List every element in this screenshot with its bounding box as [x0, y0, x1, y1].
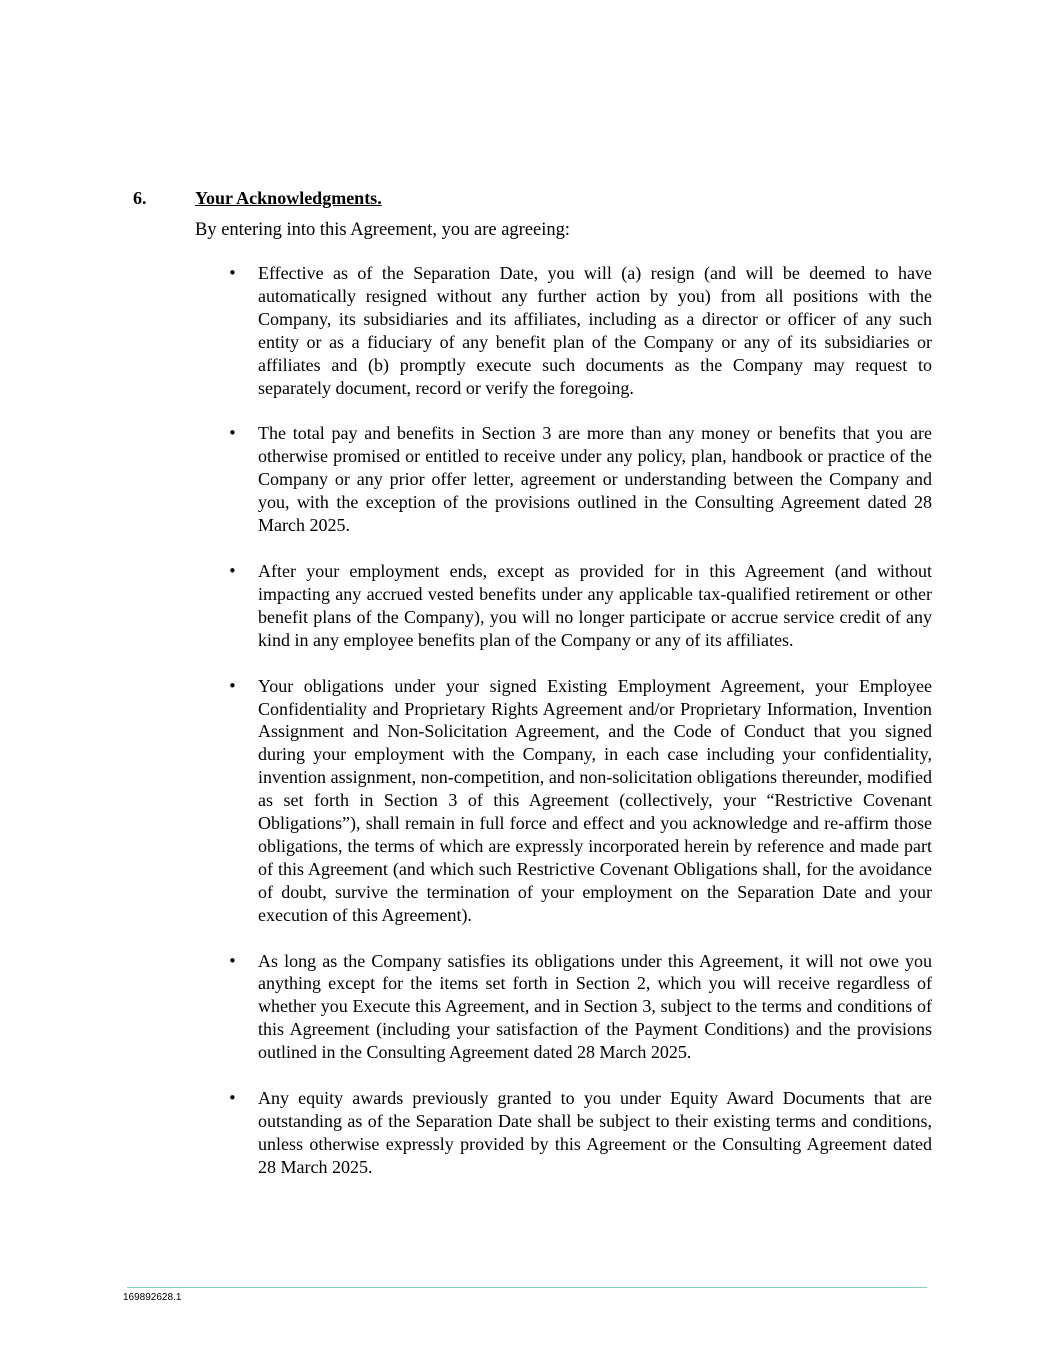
- bullet-icon: •: [228, 561, 237, 580]
- bullet-icon: •: [228, 1089, 237, 1108]
- bullet-icon: •: [228, 951, 237, 970]
- section-number: 6.: [133, 188, 147, 208]
- list-item: [228, 1087, 932, 1179]
- list-item: [228, 422, 932, 537]
- list-item-text: Any equity awards previously granted to you under Equity Award Documents that are outstanding as of the Separation Date shall be subject to their existing terms and conditions, unless otherwise expressly provided by this Agreement or the Consulting Agreement dated 28 March 2025.: [258, 1088, 932, 1177]
- list-item-text: As long as the Company satisfies its obligations under this Agreement, it will not owe you anything except for the items set forth in Section 2, which you will receive regardless of whether you Execute this Agreement, and in Section 3, subject to the terms and conditions of this Agreement (including your satisfaction of the Payment Conditions) and the provisions outlined in the Consulting Agreement dated 28 March 2025.: [258, 950, 932, 1063]
- intro-paragraph: By entering into this Agreement, you are agreeing:: [195, 220, 571, 240]
- acknowledgment-list: [228, 262, 932, 1202]
- list-item-text: Effective as of the Separation Date, you will (a) resign (and will be deemed to have automatically resigned without any further action by you) from all positions with the Company, its subsidiaries and its affiliates, including as a director or officer of any such entity or as a fiduciary of any benefit plan of the Company or any of its subsidiaries or affiliates and (b) promptly execute such documents as the Company may request to separately document, record or verify the foregoing.: [258, 263, 932, 398]
- list-item-text: The total pay and benefits in Section 3 are more than any money or benefits that you are otherwise promised or entitled to receive under any policy, plan, handbook or practice of the Company or any prior offer letter, agreement or understanding between the Company and you, with the exception of the provisions outlined in the Consulting Agreement dated 28 March 2025.: [258, 423, 932, 536]
- list-item-text: Your obligations under your signed Existing Employment Agreement, your Employee Confidentiality and Proprietary Rights Agreement and/or Proprietary Information, Invention Assignment and Non-Solicitation Agreement, and the Code of Conduct that you signed during your employment with the Company, in each case including your confidentiality, invention assignment, non-competition, and non-solicitation obligations thereunder, modified as set forth in Section 3 of this Agreement (collectively, your “Restrictive Covenant Obligations”), shall remain in full force and effect and you acknowledge and re-affirm those obligations, the terms of which are expressly incorporated herein by reference and made part of this Agreement (and which such Restrictive Covenant Obligations shall, for the avoidance of doubt, survive the termination of your employment on the Separation Date and your execution of this Agreement).: [258, 675, 932, 925]
- bullet-icon: •: [228, 424, 237, 443]
- bullet-icon: •: [228, 264, 237, 282]
- list-item: [228, 950, 932, 1065]
- list-item: [228, 560, 932, 652]
- section-title: Your Acknowledgments.: [195, 188, 382, 208]
- footer-divider: [127, 1287, 927, 1288]
- list-item: [228, 675, 932, 927]
- document-id: 169892628.1: [123, 1292, 182, 1303]
- bullet-icon: •: [228, 676, 237, 695]
- list-item-text: After your employment ends, except as provided for in this Agreement (and without impacting any accrued vested benefits under any applicable tax-qualified retirement or other benefit plans of the Company), you will no longer participate or accrue service credit of any kind in any employee benefits plan of the Company or any of its affiliates.: [258, 560, 932, 650]
- list-item: [228, 262, 932, 399]
